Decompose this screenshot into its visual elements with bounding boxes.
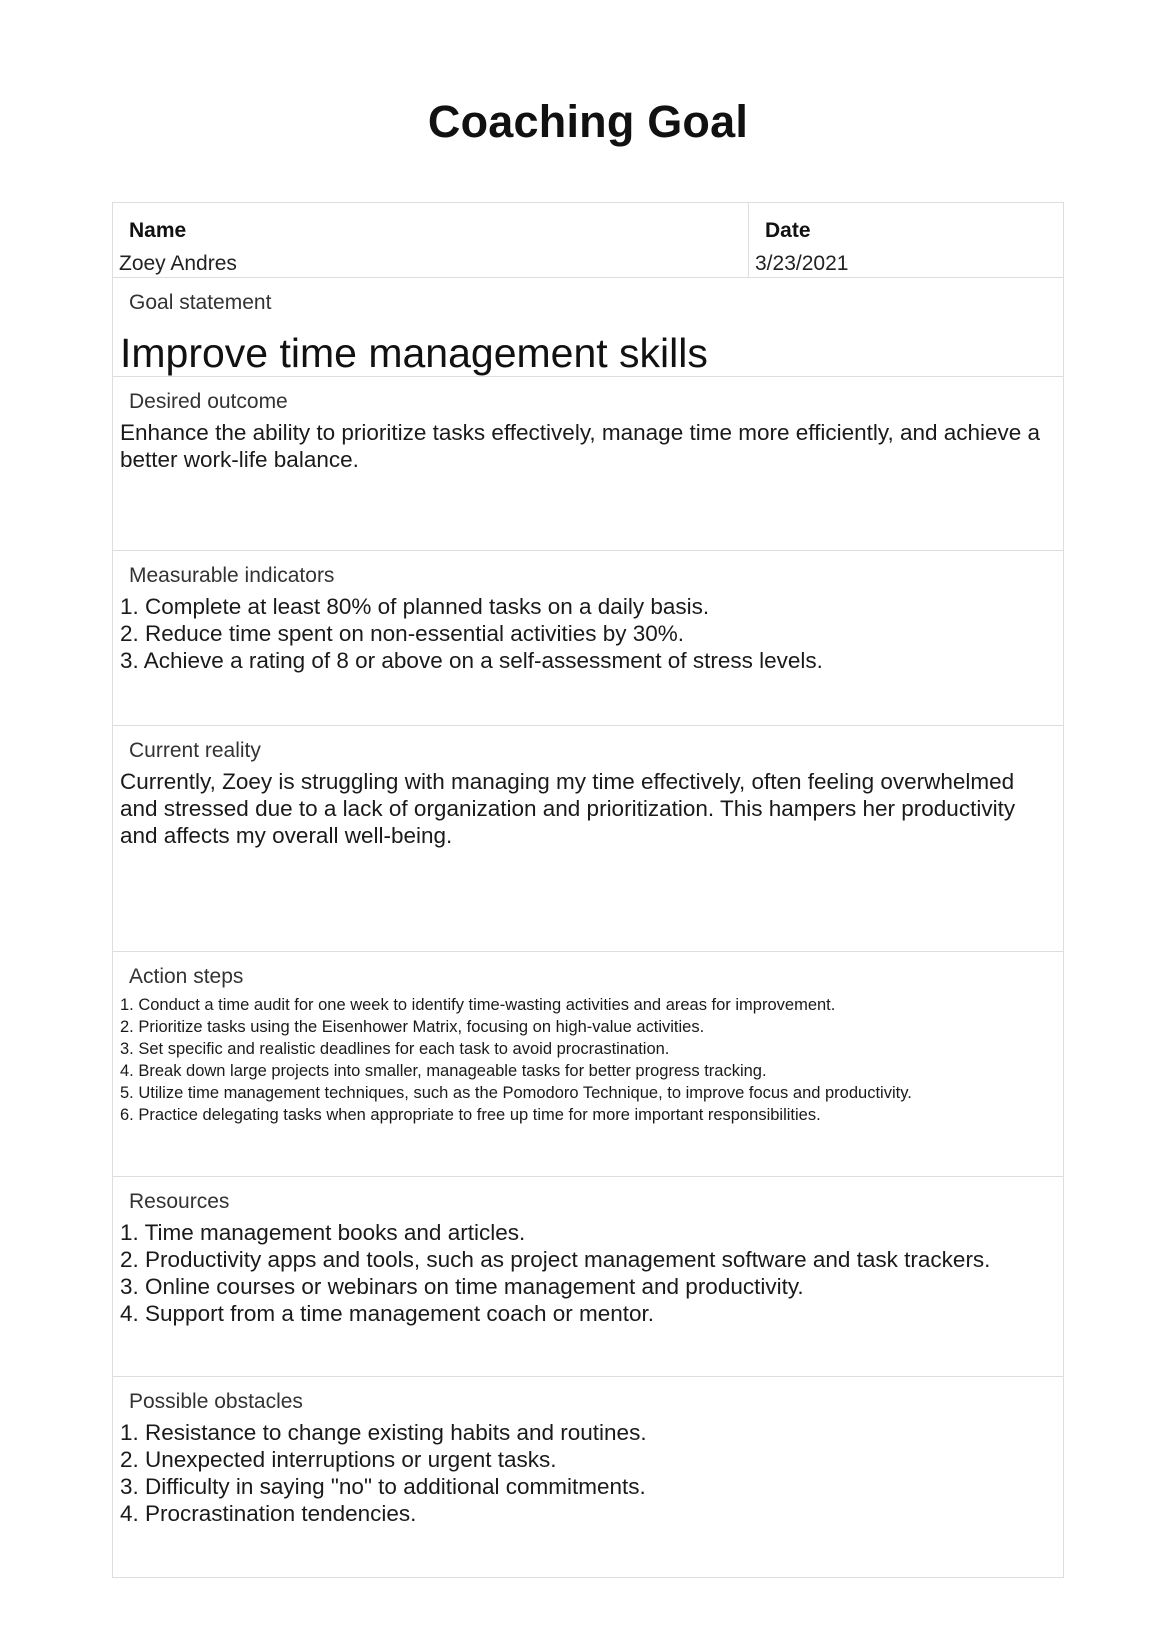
possible-obstacles-label: Possible obstacles (129, 1390, 303, 1413)
name-value: Zoey Andres (119, 252, 237, 275)
list-item: 1. Complete at least 80% of planned tasks on a daily basis. (120, 594, 710, 619)
action-steps-list (120, 994, 1059, 1126)
current-reality-label: Current reality (129, 739, 261, 762)
goal-statement-value: Improve time management skills (120, 330, 708, 376)
possible-obstacles-section (113, 1377, 1063, 1577)
desired-outcome-text: Enhance the ability to prioritize tasks effectively, manage time more efficiently, and achieve a better work-life balance. (120, 420, 1041, 472)
goal-statement-section (113, 278, 1063, 377)
list-item: 1. Conduct a time audit for one week to identify time-wasting activities and areas for improvement. (120, 996, 836, 1014)
list-item: 5. Utilize time management techniques, such as the Pomodoro Technique, to improve focus and productivity. (120, 1084, 912, 1102)
date-label: Date (765, 219, 811, 242)
coaching-goal-form (112, 202, 1064, 1578)
date-value: 3/23/2021 (755, 252, 849, 275)
list-item: 4. Support from a time management coach or mentor. (120, 1301, 655, 1326)
resources-section (113, 1177, 1063, 1377)
measurable-indicators-label: Measurable indicators (129, 564, 335, 587)
resources-label: Resources (129, 1190, 230, 1213)
resources-list (120, 1219, 1051, 1327)
measurable-indicators-section (113, 551, 1063, 726)
list-item: 2. Reduce time spent on non-essential activities by 30%. (120, 621, 685, 646)
list-item: 1. Time management books and articles. (120, 1220, 526, 1245)
list-item: 6. Practice delegating tasks when appropriate to free up time for more important responsibilities. (120, 1106, 821, 1124)
list-item: 3. Online courses or webinars on time management and productivity. (120, 1274, 804, 1299)
list-item: 3. Set specific and realistic deadlines for each task to avoid procrastination. (120, 1040, 670, 1058)
page-title: Coaching Goal (427, 96, 749, 147)
date-cell (749, 203, 1063, 277)
list-item: 4. Procrastination tendencies. (120, 1501, 417, 1526)
list-item: 3. Difficulty in saying "no" to additional commitments. (120, 1474, 646, 1499)
list-item: 3. Achieve a rating of 8 or above on a self-assessment of stress levels. (120, 648, 823, 673)
desired-outcome-section (113, 377, 1063, 551)
list-item: 2. Productivity apps and tools, such as project management software and task trackers. (120, 1247, 991, 1272)
name-label: Name (129, 219, 187, 242)
possible-obstacles-list (120, 1419, 1051, 1527)
desired-outcome-label: Desired outcome (129, 390, 288, 413)
list-item: 2. Unexpected interruptions or urgent tasks. (120, 1447, 557, 1472)
current-reality-section (113, 726, 1063, 952)
goal-statement-label: Goal statement (129, 291, 272, 314)
list-item: 1. Resistance to change existing habits and routines. (120, 1420, 647, 1445)
measurable-indicators-list (120, 593, 1051, 674)
header-row (113, 203, 1063, 278)
list-item: 4. Break down large projects into smaller, manageable tasks for better progress tracking. (120, 1062, 767, 1080)
action-steps-section (113, 952, 1063, 1177)
list-item: 2. Prioritize tasks using the Eisenhower Matrix, focusing on high-value activities. (120, 1018, 705, 1036)
name-cell (113, 203, 749, 277)
action-steps-label: Action steps (129, 965, 244, 988)
current-reality-text: Currently, Zoey is struggling with managing my time effectively, often feeling overwhelmed and stressed due to a lack of organization and prioritization. This hampers her productivity and affects my overall well-being. (120, 769, 1016, 848)
